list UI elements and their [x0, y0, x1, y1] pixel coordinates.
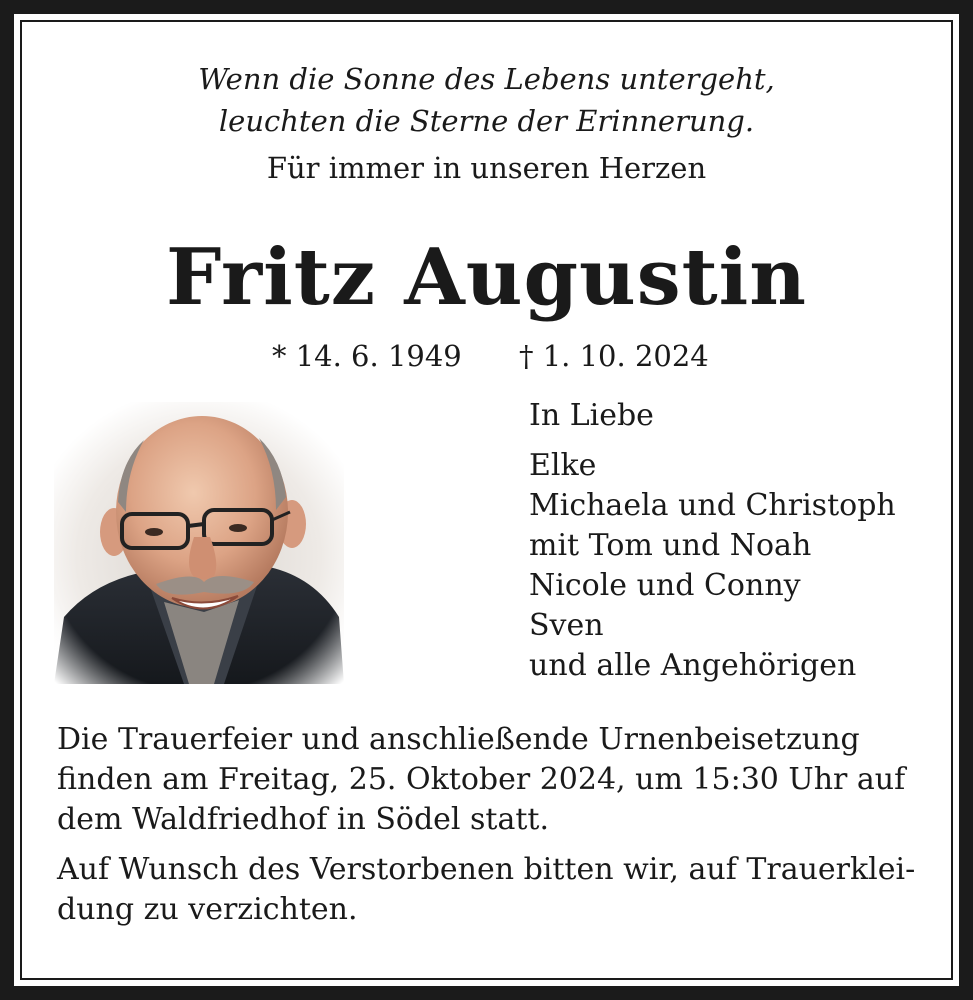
mourner: mit Tom und Noah: [529, 528, 812, 563]
motto-line-1: Wenn die Sonne des Lebens untergeht,: [198, 62, 775, 96]
wish-line: dung zu verzichten.: [57, 892, 358, 927]
mourner: Nicole und Conny: [529, 568, 801, 603]
deceased-name: Fritz Augustin: [166, 232, 807, 323]
death-date: † 1. 10. 2024: [519, 339, 709, 373]
ceremony-line: Die Trauerfeier und anschließende Urnenbeisetzung: [57, 722, 860, 757]
mourner: und alle Angehörigen: [529, 648, 857, 683]
dress-code-wish: [57, 850, 927, 930]
motto-quote: [14, 58, 959, 142]
ceremony-line: dem Waldfriedhof in Södel statt.: [57, 802, 550, 837]
mourners-lead: In Liebe: [529, 398, 654, 433]
obituary-notice: [14, 14, 959, 986]
subtitle: Für immer in unseren Herzen: [266, 151, 707, 185]
wish-line: Auf Wunsch des Verstorbenen bitten wir, auf Trauerklei-: [57, 852, 916, 887]
motto-line-2: leuchten die Sterne der Erinnerung.: [218, 104, 755, 138]
mourners-list: [529, 396, 896, 686]
ceremony-info: [57, 720, 927, 840]
ceremony-line: finden am Freitag, 25. Oktober 2024, um 15:30 Uhr auf: [57, 762, 906, 797]
mourner: Michaela und Christoph: [529, 488, 896, 523]
portrait-photo: [54, 402, 344, 684]
mourner: Elke: [529, 448, 597, 483]
mourner: Sven: [529, 608, 604, 643]
birth-date: * 14. 6. 1949: [272, 339, 462, 373]
